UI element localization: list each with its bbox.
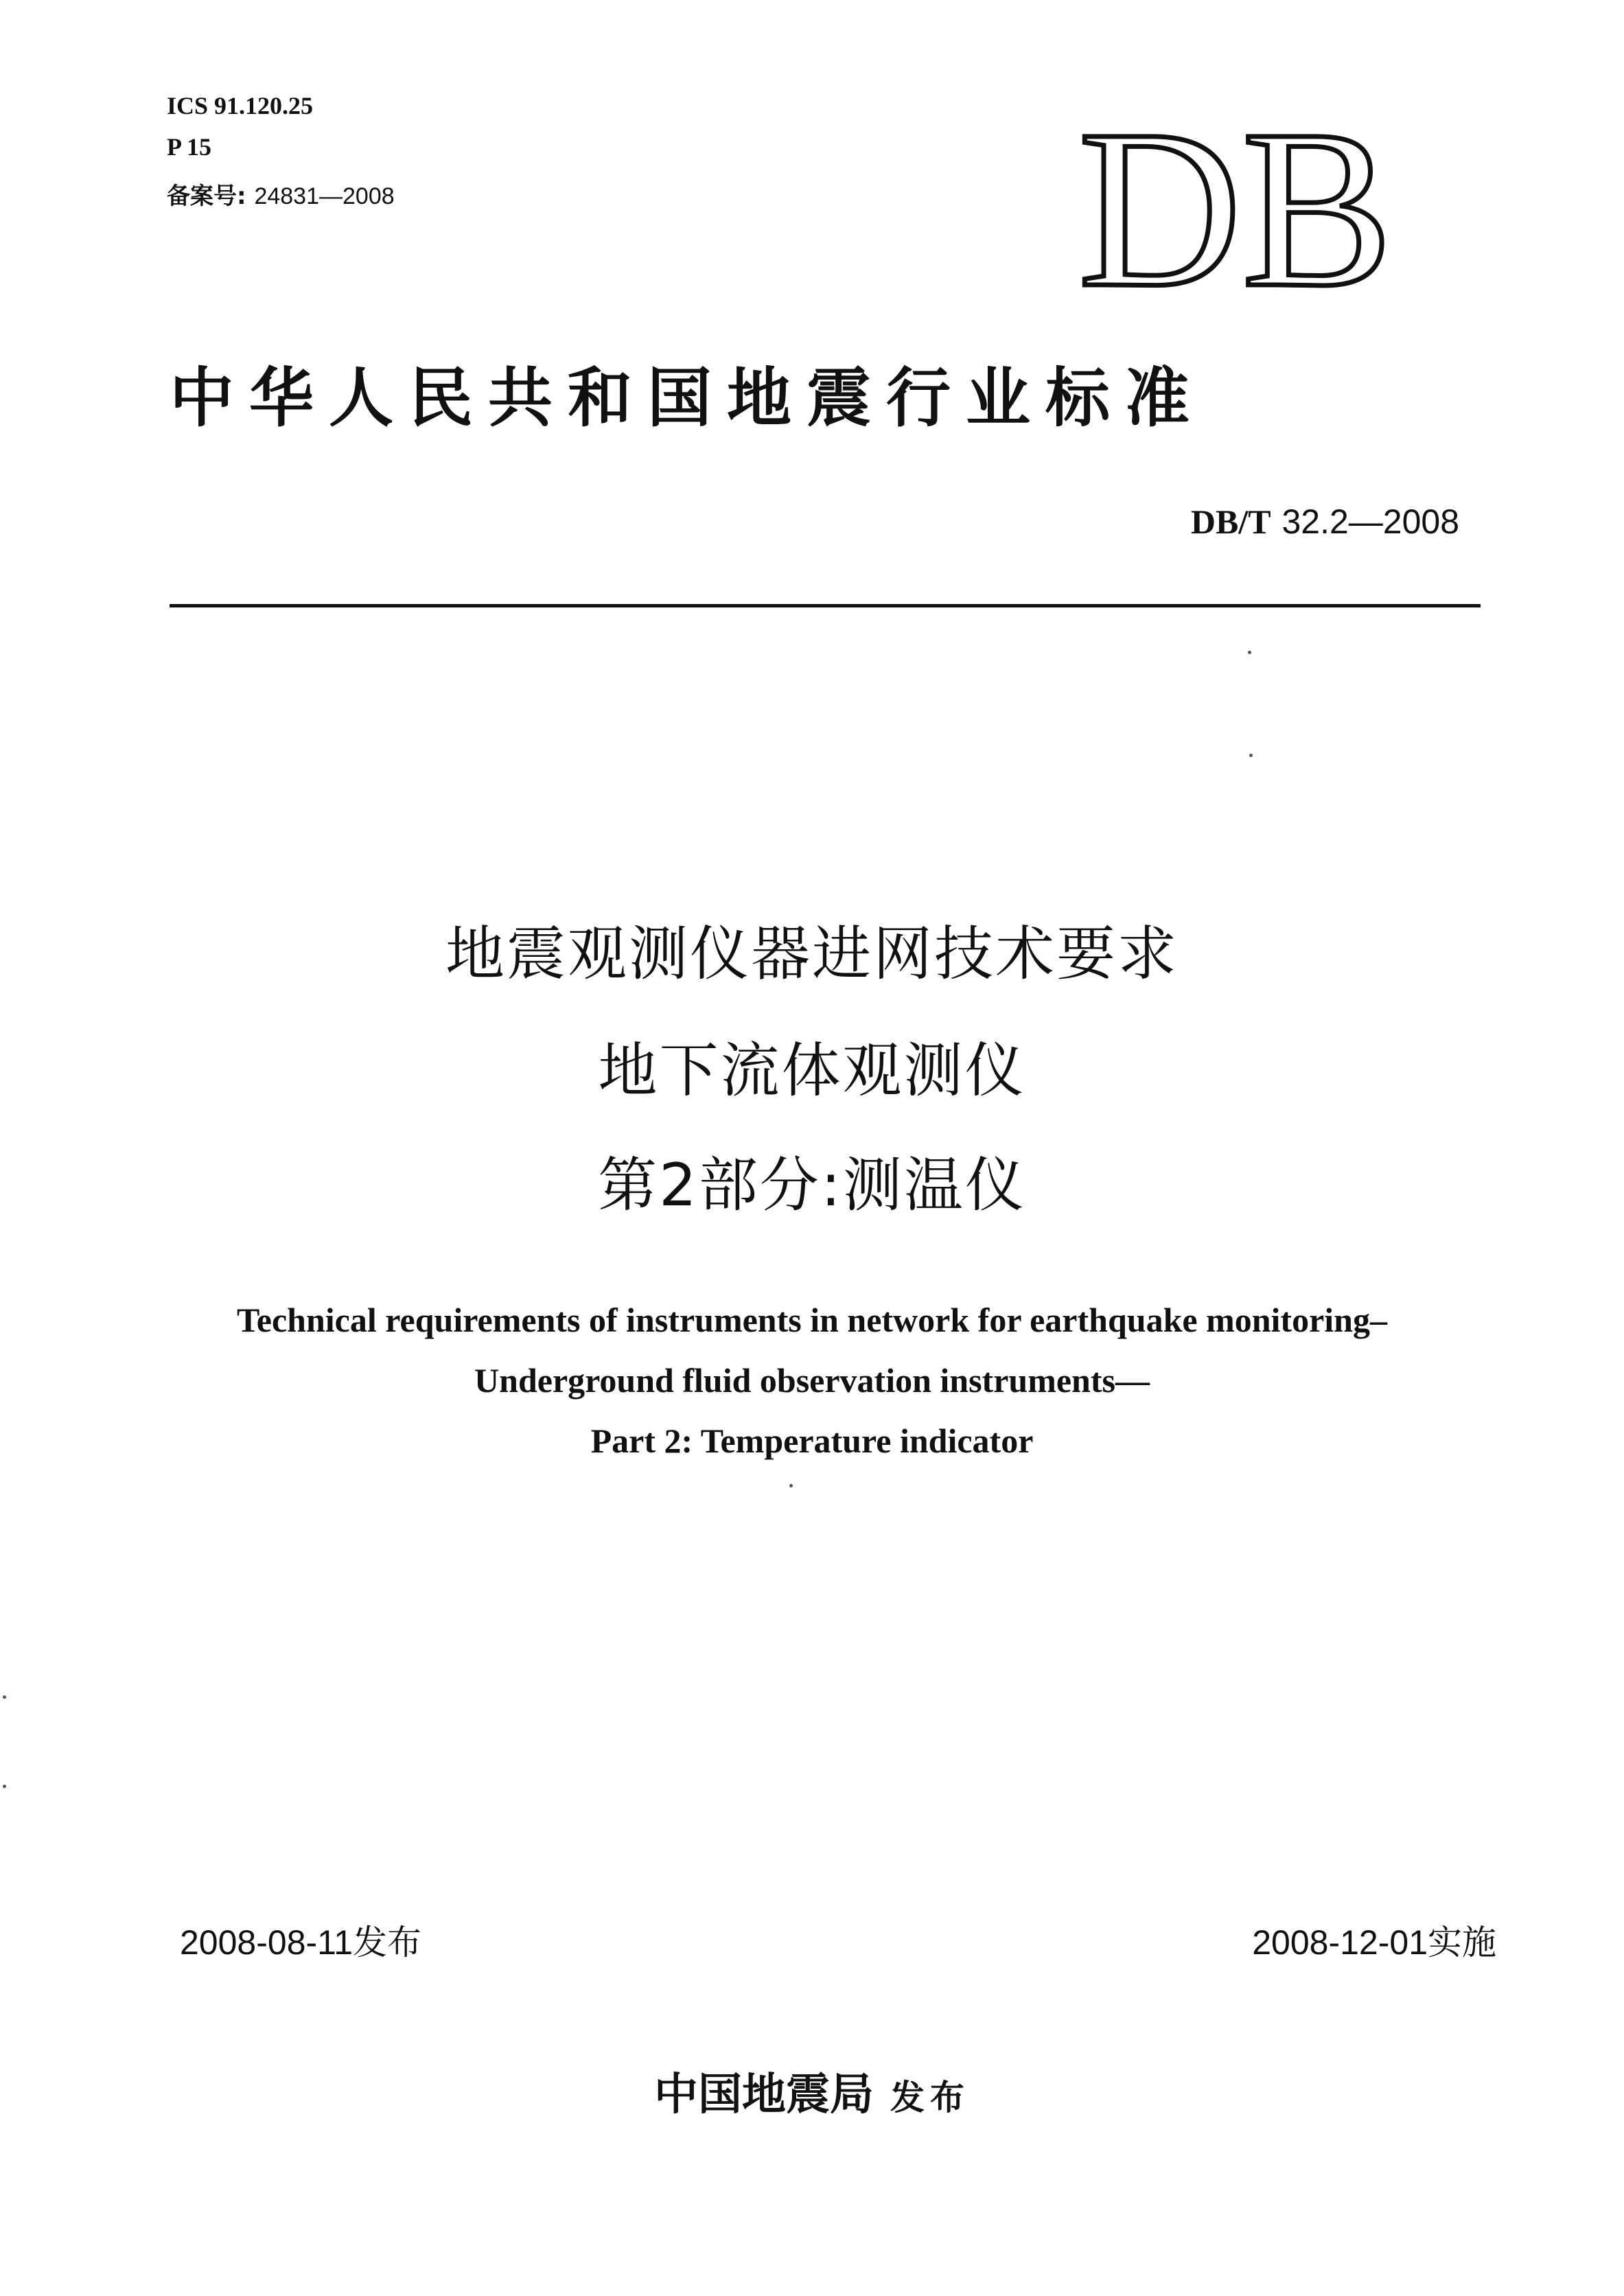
- publisher-verb: 发布: [890, 2077, 970, 2118]
- scan-speck: [1248, 651, 1251, 654]
- cn-title-line-3: 第2部分:测温仪: [598, 1151, 1026, 1220]
- filing-number-line: [167, 181, 395, 211]
- en-title-line-3: Part 2: Temperature indicator: [590, 1422, 1034, 1460]
- ics-code: ICS 91.120.25: [167, 92, 314, 119]
- en-title-line-2: Underground fluid observation instruments—: [474, 1361, 1150, 1400]
- ccs-code: P 15: [167, 133, 212, 161]
- scan-speck: [789, 1484, 793, 1487]
- db-logo-text: DB: [1078, 113, 1393, 299]
- cn-title-line-2: 地下流体观测仪: [598, 1036, 1026, 1105]
- standard-code: 32.2—2008: [1281, 502, 1459, 541]
- scan-speck: [3, 1785, 6, 1788]
- scan-speck: [1249, 754, 1253, 757]
- standard-prefix: DB/T: [1190, 502, 1271, 541]
- publisher-line: [0, 2066, 1624, 2126]
- industry-standard-title: 中华人民共和国地震行业标准: [170, 360, 1205, 436]
- standard-number: [1191, 501, 1459, 542]
- header-divider: [170, 604, 1481, 607]
- filing-number: 24831—2008: [254, 183, 395, 209]
- publisher-name: 中国地震局: [654, 2069, 874, 2120]
- en-title-line-1: Technical requirements of instruments in network for earthquake monitoring–: [237, 1301, 1387, 1339]
- implementation-date: 2008-12-01实施: [1252, 1923, 1496, 1962]
- cn-title-line-1: 地震观测仪器进网技术要求: [445, 920, 1179, 988]
- issue-date: 2008-08-11发布: [180, 1923, 422, 1962]
- filing-label: 备案号:: [167, 183, 246, 210]
- scan-speck: [3, 1695, 6, 1699]
- db-logo: [1071, 113, 1400, 299]
